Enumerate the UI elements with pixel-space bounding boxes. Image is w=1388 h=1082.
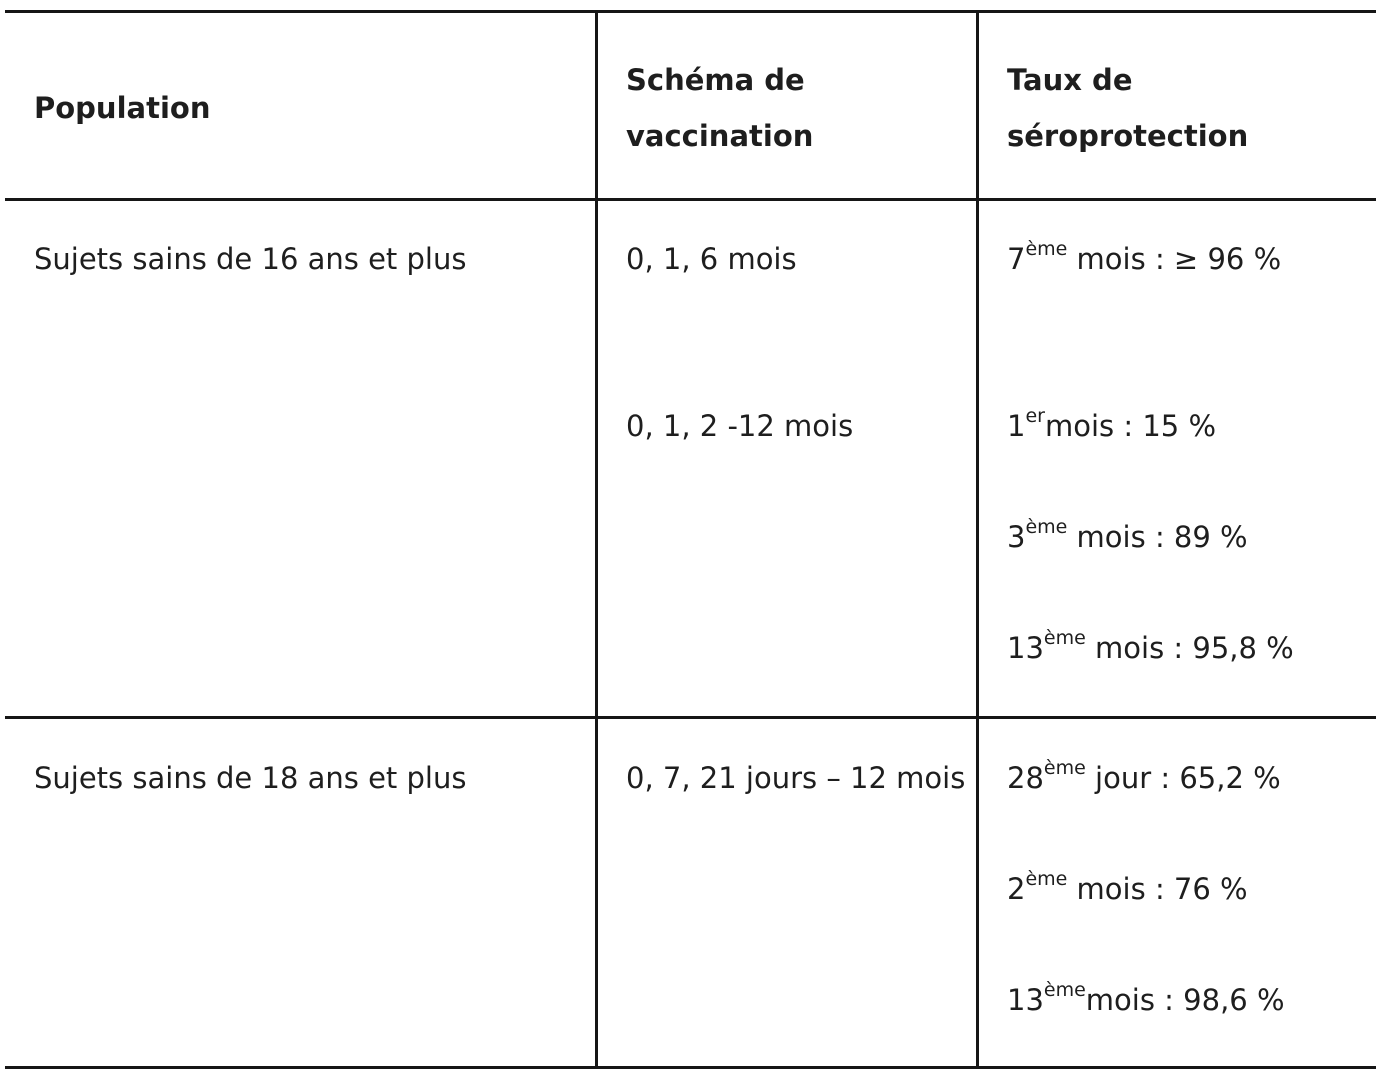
rate-rest: mois : 15 % [1044, 409, 1217, 443]
row2-rate-3 [1007, 972, 1285, 1028]
row1-schema-1: 0, 1, 6 mois [626, 242, 797, 276]
row1-rate-1 [1007, 231, 1281, 287]
rate-rest: mois : ≥ 96 % [1067, 242, 1282, 276]
row1-schema-2: 0, 1, 2 -12 mois [626, 409, 854, 443]
seroprotection-table [5, 10, 1376, 1069]
rate-sup: er [1025, 405, 1045, 428]
rate-sup: ème [1043, 757, 1086, 780]
header-schema [626, 52, 813, 164]
rate-rest: jour : 65,2 % [1085, 761, 1281, 795]
row2-schema-1: 0, 7, 21 jours – 12 mois [626, 761, 966, 795]
column-divider-1 [595, 10, 598, 1069]
header-schema-line1: Schéma de [626, 63, 805, 97]
rate-base: 7 [1007, 242, 1026, 276]
row2-rate-1 [1007, 750, 1281, 806]
header-taux-line1: Taux de [1007, 63, 1133, 97]
row1-rate-4 [1007, 620, 1294, 676]
row1-rate-3 [1007, 509, 1248, 565]
table-top-border [5, 10, 1376, 13]
rate-sup: ème [1043, 979, 1086, 1002]
rate-sup: ème [1025, 516, 1068, 539]
rate-base: 28 [1007, 761, 1044, 795]
header-taux-line2: séroprotection [1007, 119, 1249, 153]
rate-base: 2 [1007, 872, 1026, 906]
column-divider-2 [976, 10, 979, 1069]
row-divider [5, 716, 1376, 719]
row1-rate-2 [1007, 398, 1216, 454]
header-taux [1007, 52, 1248, 164]
rate-base: 3 [1007, 520, 1026, 554]
rate-sup: ème [1043, 627, 1086, 650]
row1-population: Sujets sains de 16 ans et plus [34, 242, 467, 276]
rate-rest: mois : 89 % [1067, 520, 1248, 554]
rate-sup: ème [1025, 238, 1068, 261]
rate-rest: mois : 76 % [1067, 872, 1248, 906]
rate-base: 13 [1007, 983, 1044, 1017]
rate-base: 1 [1007, 409, 1026, 443]
rate-rest: mois : 95,8 % [1085, 631, 1294, 665]
table-bottom-border [5, 1066, 1376, 1069]
row2-population: Sujets sains de 18 ans et plus [34, 761, 467, 795]
rate-rest: mois : 98,6 % [1085, 983, 1285, 1017]
header-population: Population [34, 91, 211, 125]
row2-rate-2 [1007, 861, 1248, 917]
rate-base: 13 [1007, 631, 1044, 665]
header-bottom-border [5, 198, 1376, 201]
header-schema-line2: vaccination [626, 119, 814, 153]
rate-sup: ème [1025, 868, 1068, 891]
